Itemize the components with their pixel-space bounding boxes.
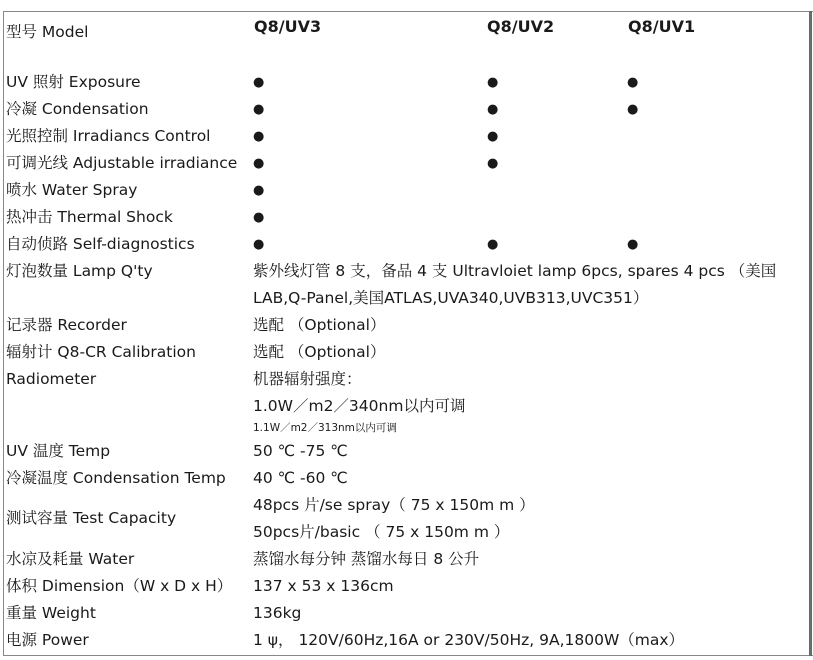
capacity-line-2: 50pcs片/basic （ 75 x 150m m ） xyxy=(253,523,510,541)
lamp-qty-line-2: LAB,Q-Panel,美国ATLAS,UVA340,UVB313,UVC351） xyxy=(253,289,649,307)
dimension-value: 137 x 53 x 136cm xyxy=(253,577,394,595)
calibration-value: 选配 （Optional） xyxy=(253,343,386,361)
lamp-qty-line-1: 紫外线灯管 8 支，备品 4 支 Ultravloiet lamp 6pcs, spares 4 pcs （美国 xyxy=(253,262,777,280)
scrollbar[interactable] xyxy=(809,11,812,656)
model-q8-uv3: Q8/UV3 xyxy=(254,17,322,36)
row-label-water-spray: 喷水 Water Spray xyxy=(6,181,138,199)
feature-dot: ● xyxy=(487,156,499,171)
feature-dot: ● xyxy=(253,75,265,90)
header-model-label: 型号 Model xyxy=(6,23,89,41)
row-label-uv-exposure: UV 照射 Exposure xyxy=(6,73,141,91)
row-label-power: 电源 Power xyxy=(6,631,89,649)
model-q8-uv1: Q8/UV1 xyxy=(628,17,696,36)
feature-dot: ● xyxy=(627,237,639,252)
row-label-test-capacity: 测试容量 Test Capacity xyxy=(6,509,177,527)
row-label-thermal-shock: 热冲击 Thermal Shock xyxy=(6,208,173,226)
capacity-line-1: 48pcs 片/se spray（ 75 x 150m m ） xyxy=(253,496,535,514)
water-value: 蒸馏水每分钟 蒸馏水每日 8 公升 xyxy=(253,550,480,568)
feature-dot: ● xyxy=(253,102,265,117)
power-value: 1 ψ， 120V/60Hz,16A or 230V/50Hz, 9A,1800W（max） xyxy=(253,631,685,649)
row-label-uv-temp: UV 温度 Temp xyxy=(6,442,111,460)
feature-dot: ● xyxy=(253,210,265,225)
feature-dot: ● xyxy=(487,75,499,90)
feature-dot: ● xyxy=(253,183,265,198)
feature-dot: ● xyxy=(487,102,499,117)
row-label-recorder: 记录器 Recorder xyxy=(6,316,127,334)
recorder-value: 选配 （Optional） xyxy=(253,316,386,334)
model-q8-uv2: Q8/UV2 xyxy=(487,17,555,36)
feature-dot: ● xyxy=(627,75,639,90)
feature-dot: ● xyxy=(627,102,639,117)
row-label-self-diagnostics: 自动侦路 Self-diagnostics xyxy=(6,235,195,253)
row-label-dimension: 体积 Dimension（W x D x H） xyxy=(6,577,233,595)
feature-dot: ● xyxy=(487,129,499,144)
row-label-lamp-qty: 灯泡数量 Lamp Q'ty xyxy=(6,262,153,280)
weight-value: 136kg xyxy=(253,604,302,622)
row-label-weight: 重量 Weight xyxy=(6,604,96,622)
row-label-radiometer: Radiometer xyxy=(6,370,97,388)
condensation-temp-value: 40 ℃ -60 ℃ xyxy=(253,469,348,487)
row-label-water: 水凉及耗量 Water xyxy=(6,550,135,568)
row-label-adjustable-irradiance: 可调光线 Adjustable irradiance xyxy=(6,154,238,172)
feature-dot: ● xyxy=(253,156,265,171)
radiometer-line-3: 1.1W／m2／313nm以内可调 xyxy=(253,422,397,434)
row-label-irradiance-control: 光照控制 Irradiancs Control xyxy=(6,127,211,145)
feature-dot: ● xyxy=(487,237,499,252)
uv-temp-value: 50 ℃ -75 ℃ xyxy=(253,442,348,460)
row-label-condensation-temp: 冷凝温度 Condensation Temp xyxy=(6,469,226,487)
row-label-calibration: 辐射计 Q8-CR Calibration xyxy=(6,343,196,361)
row-label-condensation: 冷凝 Condensation xyxy=(6,100,149,118)
radiometer-line-2: 1.0W／m2／340nm以内可调 xyxy=(253,397,466,415)
feature-dot: ● xyxy=(253,237,265,252)
radiometer-line-1: 机器辐射强度： xyxy=(253,370,362,388)
feature-dot: ● xyxy=(253,129,265,144)
